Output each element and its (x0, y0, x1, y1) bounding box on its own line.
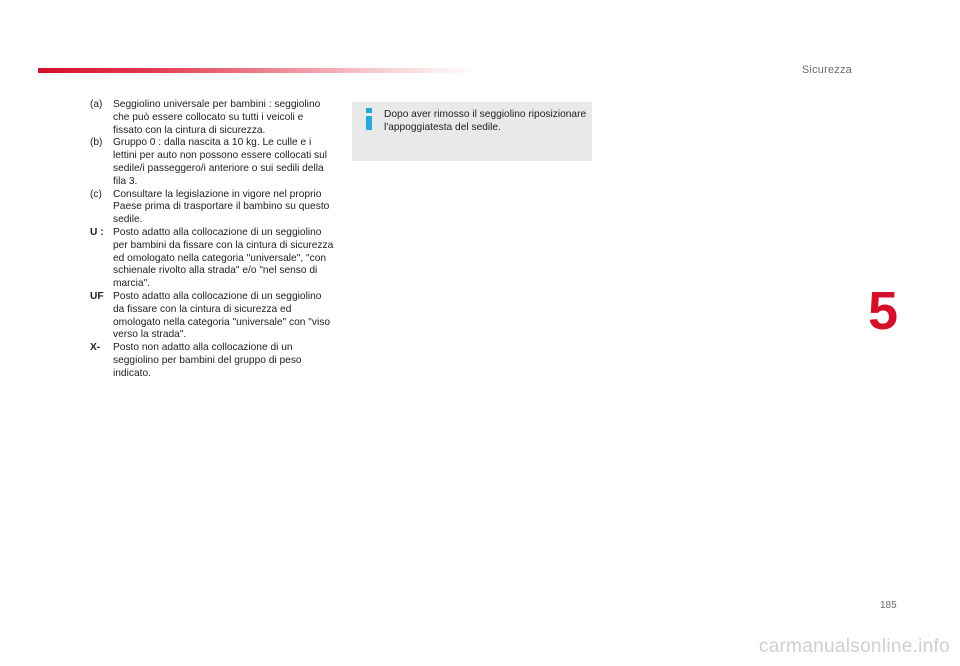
definition-item (90, 342, 335, 380)
definitions-list (90, 99, 335, 381)
definition-key: UF (90, 290, 104, 302)
info-box (352, 102, 592, 161)
definition-item (90, 227, 335, 291)
definition-key: (b) (90, 137, 103, 149)
header-accent-bar (38, 68, 478, 73)
definition-item (90, 291, 335, 342)
page-number: 185 (880, 600, 897, 611)
definition-text: Posto adatto alla collocazione di un seggiolino da fissare con la cintura di sicurezza ed omologato nella categoria "universale" con "viso verso la strada". (113, 290, 330, 341)
definition-text: Posto adatto alla collocazione di un seggiolino per bambini da fissare con la cintura di sicurezza ed omologato nella categoria "universale", "con schienale rivolto alla strada" e/o "nel senso di marcia". (113, 226, 334, 290)
definition-key: (a) (90, 99, 103, 110)
definition-item (90, 99, 335, 137)
definition-text: Consultare la legislazione in vigore nel proprio Paese prima di trasportare il bambino su questo sedile. (113, 188, 330, 226)
watermark: carmanualsonline.info (758, 636, 950, 657)
chapter-number: 5 (868, 281, 899, 341)
definition-item (90, 189, 335, 227)
definition-text: Seggiolino universale per bambini : seggiolino che può essere collocato su tutti i veicoli e fissato con la cintura di sicurezza. (113, 99, 321, 136)
definition-item (90, 137, 335, 188)
info-text: Dopo aver rimosso il seggiolino riposizionare l'appoggiatesta del sedile. (384, 109, 587, 133)
definition-key: (c) (90, 188, 102, 200)
definition-key: X- (90, 342, 101, 354)
info-icon (363, 108, 375, 130)
definition-text: Gruppo 0 : dalla nascita a 10 kg. Le culle e i lettini per auto non possono essere collocati sul sedile/i passeggero/i anteriore o sui sedili della fila 3. (113, 137, 328, 187)
definition-key: U : (90, 226, 104, 238)
definition-text: Posto non adatto alla collocazione di un seggiolino per bambini del gruppo di peso indicato. (113, 342, 302, 379)
section-title: Sicurezza (801, 64, 852, 76)
